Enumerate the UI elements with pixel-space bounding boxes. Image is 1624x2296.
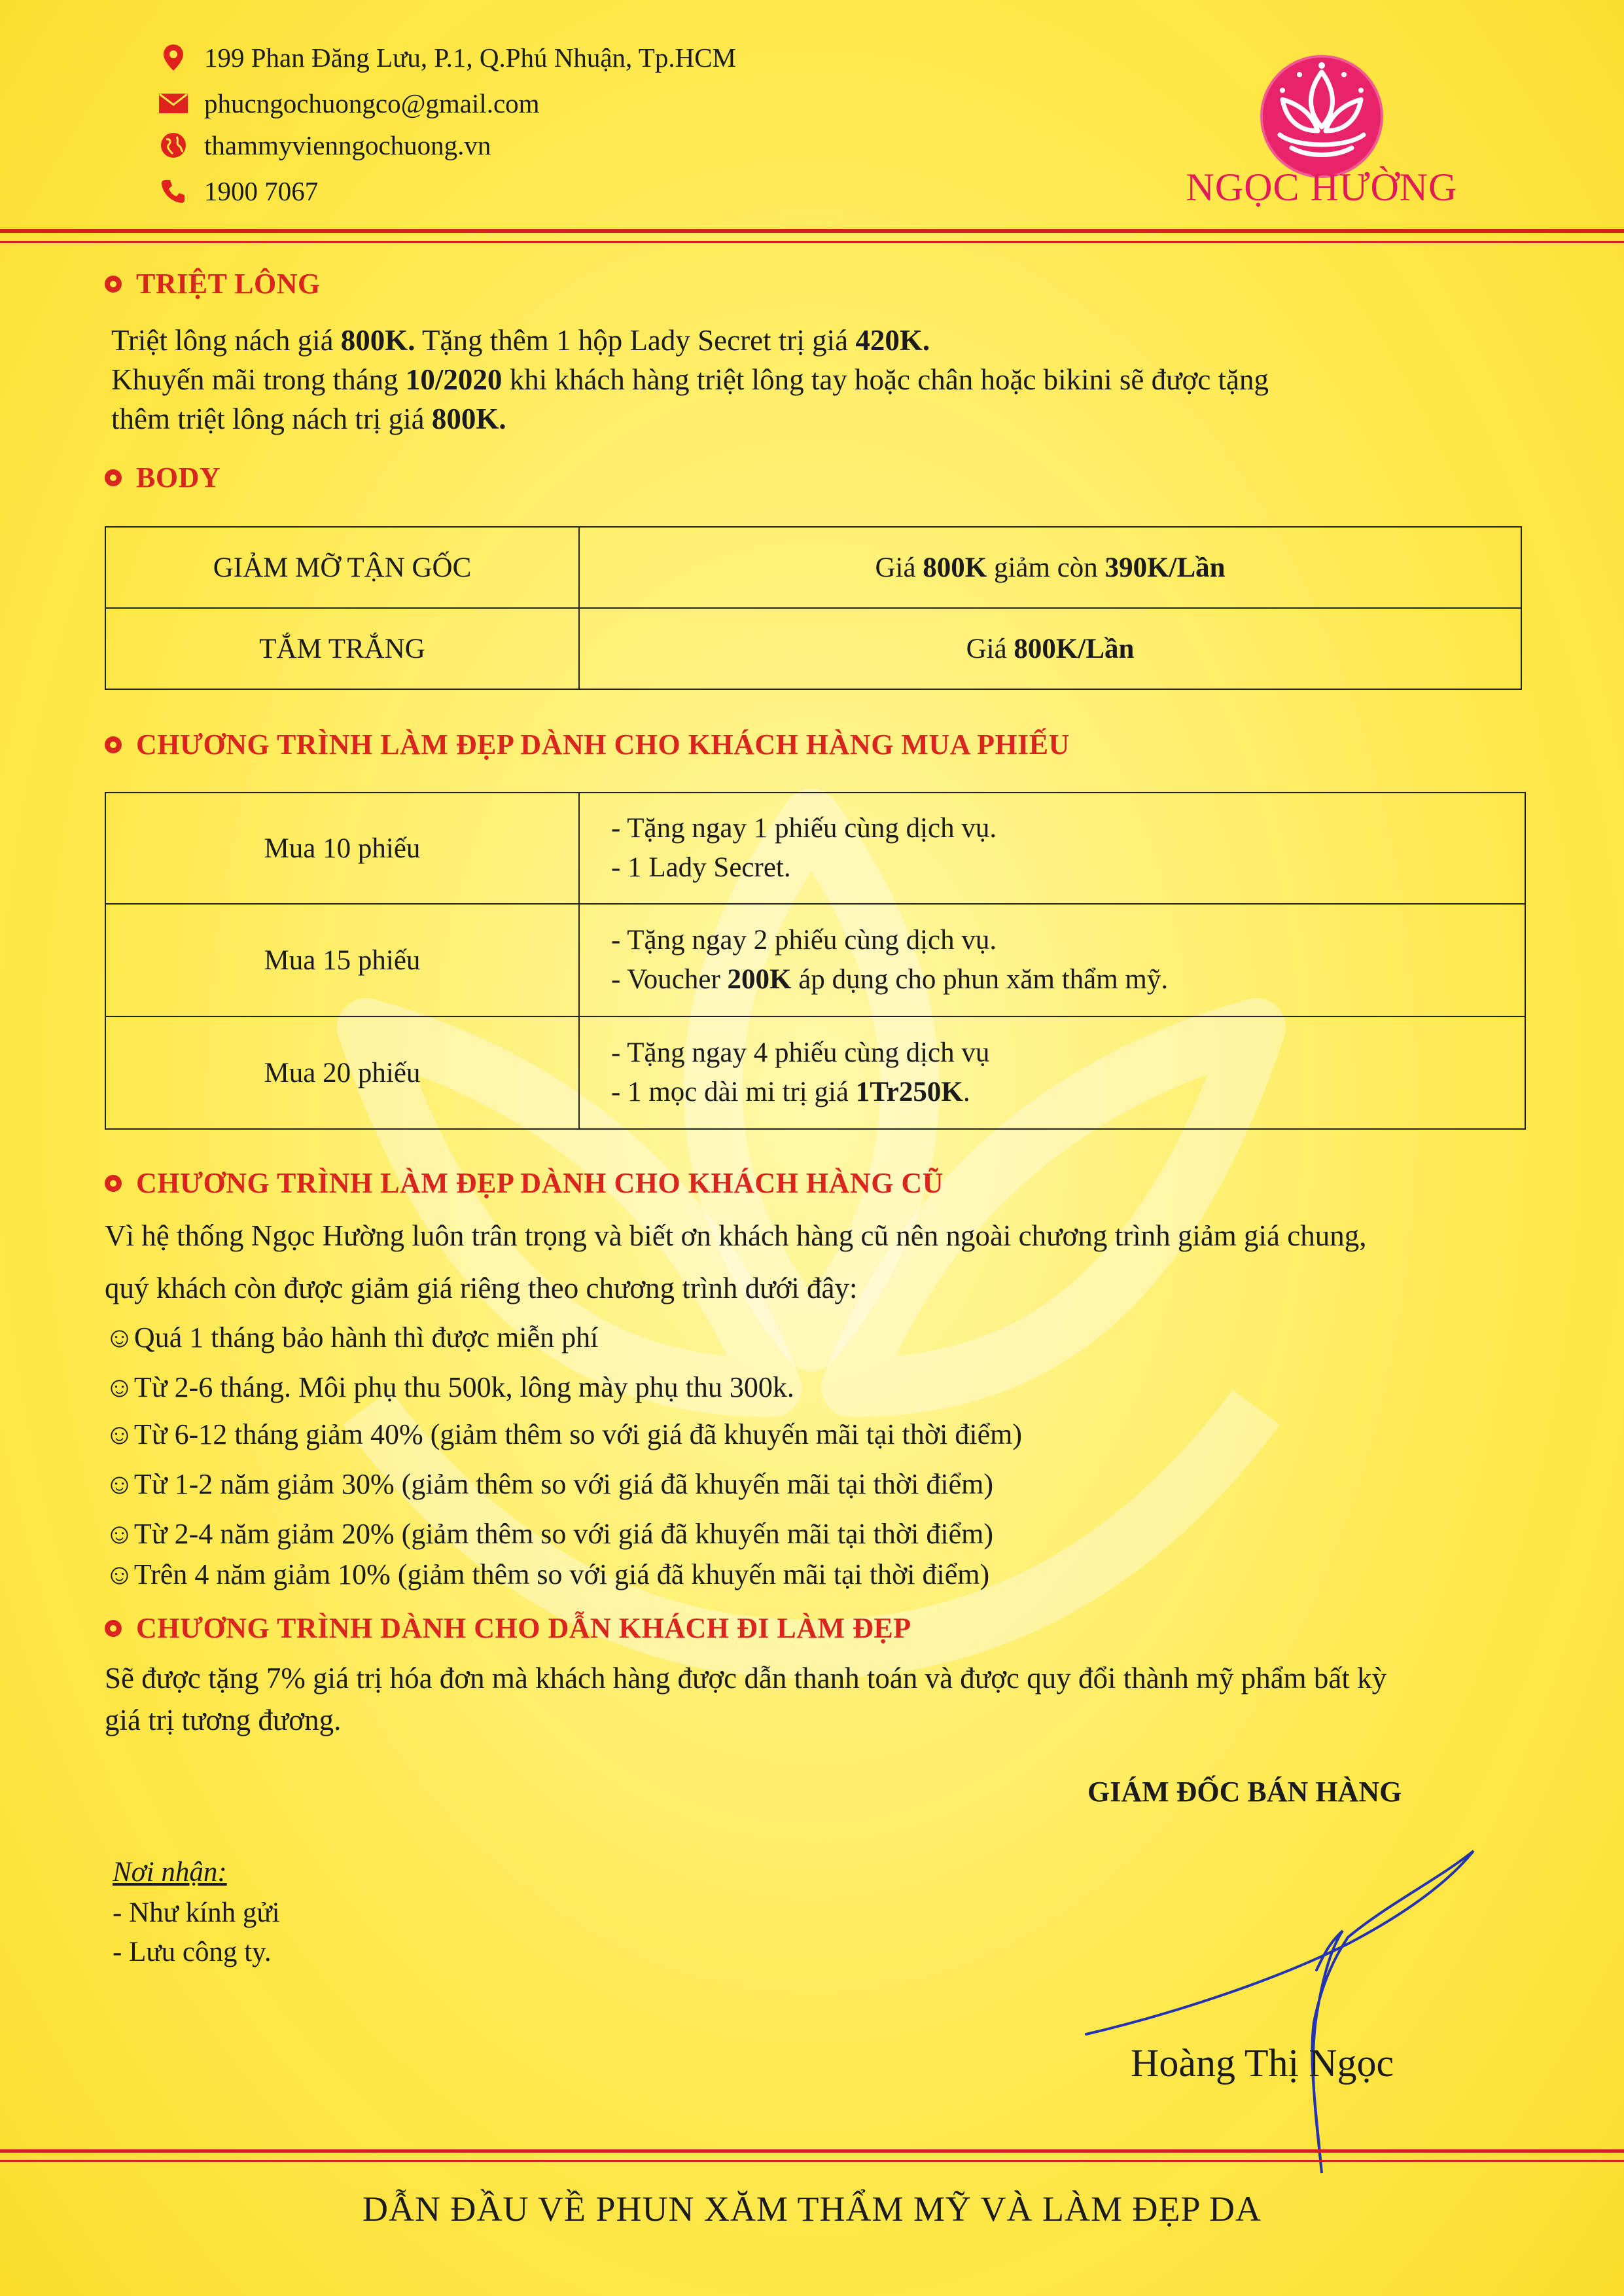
dan-khach-line-1: Sẽ được tặng 7% giá trị hóa đơn mà khách hàng được dẫn thanh toán và được quy đổi thành mỹ phẩm bất kỳ xyxy=(105,1662,1387,1695)
dan-khach-line-2: giá trị tương đương. xyxy=(105,1704,342,1736)
bullet-icon xyxy=(105,1620,122,1637)
recipients-label: Nơi nhận: xyxy=(113,1857,227,1888)
signatory-title: GIÁM ĐỐC BÁN HÀNG xyxy=(1087,1776,1402,1808)
bullet-icon xyxy=(105,1175,122,1192)
table-row xyxy=(105,904,1525,1016)
voucher-benefits: - Tặng ngay 1 phiếu cùng dịch vụ. - 1 Lady Secret. xyxy=(579,793,1525,904)
triet-long-line-3: thêm triệt lông nách trị giá 800K. xyxy=(111,403,506,435)
list-item: ☺Từ 2-4 năm giảm 20% (giảm thêm so với giá đã khuyến mãi tại thời điểm) xyxy=(105,1518,994,1550)
body-price-table xyxy=(105,526,1522,690)
service-name: TẮM TRẮNG xyxy=(105,608,579,689)
list-item: ☺Quá 1 tháng bảo hành thì được miễn phí xyxy=(105,1321,599,1354)
bullet-icon xyxy=(105,276,122,293)
khach-cu-intro-1: Vì hệ thống Ngọc Hường luôn trân trọng và biết ơn khách hàng cũ nên ngoài chương trình giảm giá chung, xyxy=(105,1219,1367,1252)
phone-text[interactable]: 1900 7067 xyxy=(204,176,319,206)
service-price: Giá 800K/Lần xyxy=(579,608,1521,689)
recipient-item: - Như kính gửi xyxy=(113,1897,280,1928)
footer-divider xyxy=(0,2149,1624,2153)
contact-email xyxy=(157,88,540,119)
voucher-benefits: - Tặng ngay 2 phiếu cùng dịch vụ. - Voucher 200K áp dụng cho phun xăm thẩm mỹ. xyxy=(579,904,1525,1016)
khach-cu-intro-2: quý khách còn được giảm giá riêng theo chương trình dưới đây: xyxy=(105,1272,858,1304)
phone-icon xyxy=(157,178,190,204)
table-row xyxy=(105,527,1521,608)
triet-long-line-1: Triệt lông nách giá 800K. Tặng thêm 1 hộp Lady Secret trị giá 420K. xyxy=(111,324,930,357)
table-row xyxy=(105,793,1525,904)
contact-address xyxy=(157,42,736,73)
footer-slogan: DẪN ĐẦU VỀ PHUN XĂM THẨM MỸ VÀ LÀM ĐẸP DA xyxy=(362,2189,1262,2229)
signatory-name: Hoàng Thị Ngọc xyxy=(1131,2041,1394,2085)
globe-icon xyxy=(157,132,190,159)
triet-long-text xyxy=(111,321,1269,439)
list-item: ☺Từ 2-6 tháng. Môi phụ thu 500k, lông mày phụ thu 300k. xyxy=(105,1371,794,1403)
voucher-benefits: - Tặng ngay 4 phiếu cùng dịch vụ - 1 mọc dài mi trị giá 1Tr250K. xyxy=(579,1016,1525,1129)
handwritten-signature xyxy=(1073,1839,1492,2193)
section-heading-mua-phieu: CHƯƠNG TRÌNH LÀM ĐẸP DÀNH CHO KHÁCH HÀNG MUA PHIẾU xyxy=(105,728,1070,761)
service-name: GIẢM MỠ TẬN GỐC xyxy=(105,527,579,608)
mail-icon xyxy=(157,93,190,114)
service-price: Giá 800K giảm còn 390K/Lần xyxy=(579,527,1521,608)
bullet-icon xyxy=(105,469,122,486)
section-heading-khach-hang-cu: CHƯƠNG TRÌNH LÀM ĐẸP DÀNH CHO KHÁCH HÀNG CŨ xyxy=(105,1166,944,1200)
footer-divider-thin xyxy=(0,2160,1624,2162)
contact-phone xyxy=(157,175,318,207)
section-heading-triet-long: TRIỆT LÔNG xyxy=(105,267,321,300)
section-heading-body: BODY xyxy=(105,461,221,494)
table-row xyxy=(105,1016,1525,1129)
header-divider-thin xyxy=(0,241,1624,243)
section-heading-dan-khach: CHƯƠNG TRÌNH DÀNH CHO DẪN KHÁCH ĐI LÀM ĐẸP xyxy=(105,1611,911,1645)
table-row xyxy=(105,608,1521,689)
email-text[interactable]: phucngochuongco@gmail.com xyxy=(204,88,540,118)
voucher-quantity: Mua 20 phiếu xyxy=(105,1016,579,1129)
recipient-item: - Lưu công ty. xyxy=(113,1937,272,1967)
triet-long-line-2: Khuyến mãi trong tháng 10/2020 khi khách hàng triệt lông tay hoặc chân hoặc bikini sẽ được tặng xyxy=(111,363,1269,396)
header-divider xyxy=(0,229,1624,233)
voucher-quantity: Mua 10 phiếu xyxy=(105,793,579,904)
list-item: ☺Trên 4 năm giảm 10% (giảm thêm so với giá đã khuyến mãi tại thời điểm) xyxy=(105,1558,990,1590)
location-icon xyxy=(157,43,190,72)
bullet-icon xyxy=(105,736,122,753)
list-item: ☺Từ 6-12 tháng giảm 40% (giảm thêm so với giá đã khuyến mãi tại thời điểm) xyxy=(105,1418,1023,1450)
voucher-quantity: Mua 15 phiếu xyxy=(105,904,579,1016)
website-text[interactable]: thammyvienngochuong.vn xyxy=(204,130,491,160)
address-text: 199 Phan Đăng Lưu, P.1, Q.Phú Nhuận, Tp.HCM xyxy=(204,43,737,73)
list-item: ☺Từ 1-2 năm giảm 30% (giảm thêm so với giá đã khuyến mãi tại thời điểm) xyxy=(105,1468,994,1500)
contact-website xyxy=(157,130,491,161)
brand-name: NGỌC HƯỜNG xyxy=(1186,166,1458,209)
voucher-table xyxy=(105,792,1526,1130)
